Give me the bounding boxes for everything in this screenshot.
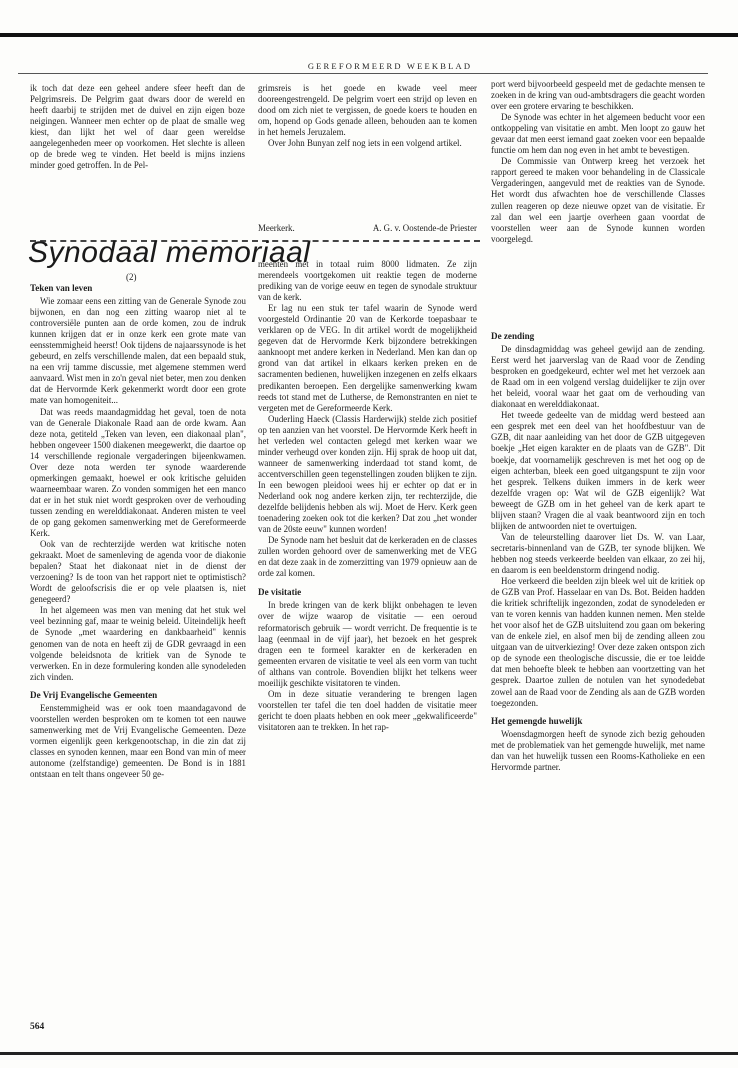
- section-heading: Het gemengde huwelijk: [491, 715, 583, 726]
- article-part-number: (2): [126, 272, 137, 282]
- paragraph: Wie zomaar eens een zitting van de Generale Synode zou bijwonen, en dan nog een zitting waarop niet al te controversiële punten aan de orde komen, zou de indruk kunnen krijgen dat er in onze kerk een grote mate van eensstemmigheid heerst! Ook tijdens de najaarssynode is het gebeurd, en zelfs verschillende malen, dat een bepaald stuk, na een vrij tamme discussie, met algemene stemmen werd aanvaard. Wist men in zo'n geval niet beter, men zou denken dat de Hervormde Kerk gekenmerkt wordt door een grote mate van homogeniteit...: [30, 296, 246, 406]
- prev-article-column-2: [258, 83, 477, 149]
- paragraph: Ouderling Haeck (Classis Harderwijk) stelde zich positief op ten aanzien van het voorstel. De Hervormde Kerk heeft in het verleden wel contacten gelegd met kerken waar we minder verheugd over konden zijn. Hij sprak de hoop uit dat, wanneer de samenwerking inderdaad tot stand komt, de accentverschillen geen tegenstellingen zouden blijken te zijn. In een bewogen pleidooi wees hij er echter op dat er in Nederland ook nog andere kerken zijn, ter rechterzijde, die dezelfde belijdenis hebben als wij. Moet de Herv. Kerk geen toenadering zoeken ook tot die kerken? Dat zou „het wonder van de 20ste eeuw" kunnen worden!: [258, 413, 477, 535]
- paragraph: Het tweede gedeelte van de middag werd besteed aan een gesprek met een deel van het hoofdbestuur van de GZB, dit naar aanleiding van het door de GZB uitgegeven boekje „Het eigen karakter en de plaats van de GZB". Dit boekje, dat voornamelijk geschreven is met het oog op de eigen achterban, bleek een goed uitgangspunt te zijn voor het gesprek. Telkens duiken immers in de kerk weer dezelfde vragen op: Wat wil de GZB eigenlijk? Wat beweegt de GZB om in het geheel van de kerk apart te blijven staan? Vragen die al vaak beantwoord zijn en toch blijken de antwoorden niet te overtuigen.: [491, 410, 705, 531]
- paragraph: Om in deze situatie verandering te brengen lagen voorstellen ter tafel die ten doel hadden de visitatie meer gericht te doen plaats hebben en ook meer „gekwalificeerde" visitatoren aan te trekken. In het rap-: [258, 688, 477, 732]
- section-heading: Teken van leven: [30, 283, 93, 293]
- signature-line: [258, 223, 477, 233]
- paragraph: Hoe verkeerd die beelden zijn bleek wel uit de kritiek op de GZB van Prof. Hasselaar en van Ds. Bot. Beiden hadden die kritiek schriftelijk ingezonden, zodat de synodeleden er van te voren kennis van hadden kunnen nemen. Men stelde het voor alsof het de GZB uitsluitend zou gaan om bekering van de enkele ziel, en alsof men bij de zending alleen zou uitgaan van de uitverkiezing! Over deze zaken ontspon zich op de synode een theologische discussie, die er toe leidde dat men behoefte bleek te hebben aan voortzetting van het gesprek. Daartoe zullen de notulen van het synodedebat zowel aan de Raad voor de Zending als aan de GZB worden toegezonden.: [491, 576, 705, 708]
- section-heading: De visitatie: [258, 587, 302, 598]
- header-rule: [18, 73, 708, 74]
- paragraph: De dinsdagmiddag was geheel gewijd aan de zending. Eerst werd het jaarverslag van de Raad voor de Zending besproken en goedgekeurd, echter wel met het verzoek aan de Raad om in een volgend verslag duidelijker te zijn over het beleid, vooral waar het gaat om de verhouding van diakonaat en werelddiakonaat.: [491, 344, 705, 410]
- paragraph: meenten met in totaal ruim 8000 lidmaten. Ze zijn merendeels voortgekomen uit reaktie tegen de moderne prediking van de vorige eeuw en tegen de synodale struktuur van de kerk.: [258, 259, 477, 303]
- paragraph: grimsreis is het goede en kwade veel meer dooreengestrengeld. De pelgrim voert een strijd op leven en dood om zich niet te vergissen, de goede koers te houden en om, hopend op Gods genade alleen, behouden aan te komen in het hemels Jeruzalem.: [258, 83, 477, 138]
- article-title: Synodaal memoriaal: [28, 236, 311, 269]
- paragraph: Ook van de rechterzijde werden wat kritische noten gekraakt. Moet de samenleving de agenda voor de diakonie bepalen? Staat het diakonaat niet in de dienst der verzoening? Is de toon van het rapport niet te optimistisch? Wordt de geloofscrisis die er op vele plaatsen is, niet genegeerd?: [30, 539, 246, 605]
- prev-article-column-1: [30, 83, 245, 171]
- section-heading: De zending: [491, 331, 535, 341]
- article-column-2: [258, 259, 477, 733]
- article-column-3-top: [491, 79, 705, 245]
- paragraph: Van de teleurstelling daarover liet Ds. W. van Laar, secretaris-binnenland van de GZB, ter synode blijken. We hebben nog steeds verkeerde beelden van elkaar, zo zei hij, en daarom is een beeldenstorm dringend nodig.: [491, 531, 705, 575]
- page-number: 564: [30, 1022, 45, 1032]
- paragraph: De Synode nam het besluit dat de kerkeraden en de classes zullen worden gehoord over de samenwerking met de VEG en dat deze zaak in de zomerzitting van 1979 opnieuw aan de orde zal komen.: [258, 535, 477, 579]
- paragraph: port werd bijvoorbeeld gespeeld met de gedachte mensen te zoeken in de kring van oud-ambtsdragers die geacht worden over een grotere ervaring te beschikken.: [491, 79, 705, 112]
- paragraph: In brede kringen van de kerk blijkt onbehagen te leven over de wijze waarop de visitatie — een oeroud reformatorisch gebruik — wordt verricht. De frequentie is te laag (eenmaal in de vijf jaar), het bezoek en het gesprek dragen een te formeel karakter en de kerkeraden en gemeenten ervaren de visitatie te veel als een vorm van tucht of althans van controle. Bovendien blijkt het telkens weer moeilijk geschikte visitatoren te vinden.: [258, 600, 477, 688]
- bottom-rule: [0, 1052, 738, 1055]
- top-rule: [0, 33, 738, 37]
- paragraph: Er lag nu een stuk ter tafel waarin de Synode werd voorgesteld Ordinantie 20 van de Kerkorde toepasbaar te verklaren op de VEG. In dit artikel wordt de mogelijkheid gegeven dat de Hervormde Kerk bijzondere betrekkingen aanknoopt met andere kerken in Nederland. Men kan dan op grond van dat artikel in elkaars kerken preken en de sacramenten bedienen, huwelijken inzegenen en zelfs elkaars predikanten beroepen. Een dergelijke samenwerking kwam reeds tot stand met de Lutherse, de Remonstranten en niet te vergeten met de Gereformeerde Kerk.: [258, 303, 477, 413]
- section-heading: De Vrij Evangelische Gemeenten: [30, 689, 158, 700]
- paragraph: In het algemeen was men van mening dat het stuk wel veel bezinning gaf, maar te weinig beleid. Uiteindelijk heeft de Synode „met waardering en dankbaarheid" kennis genomen van de nota en heeft zij de GDR gevraagd in een volgende beleidsnota de kritiek van de Synode te verwerken. En in deze formulering konden alle synodeleden zich vinden.: [30, 605, 246, 682]
- paragraph: Woensdagmorgen heeft de synode zich bezig gehouden met de problematiek van het gemengde huwelijk, met name dan van het huwelijk tussen een Rooms-Katholieke en een Hervormde partner.: [491, 728, 705, 772]
- paragraph: De Synode was echter in het algemeen beducht voor een ontkoppeling van visitatie en ambt. Men loopt zo gauw het gevaar dat men eerst iemand gaat zoeken voor een bepaalde functie om hem dan nog even in het ambt te bevestigen.: [491, 112, 705, 156]
- paragraph: Dat was reeds maandagmiddag het geval, toen de nota van de Generale Diakonale Raad aan de orde kwam. Aan deze nota, getiteld „Teken van leven, een diakonaal plan", hebben ongeveer 1500 diakenen meegewerkt, die daartoe op 14 verschillende regionale vergaderingen bijeenkwamen. Over deze nota werden ter synode waarderende opmerkingen gemaakt, hoewel er ook kritische geluiden waarneembaar waren. Zo vonden sommigen het een manco dat er in het stuk niet wordt gesproken over de verhouding tussen zending en werelddiakonaat. Anderen misten te veel de op gang gekomen samenwerking met de Gereformeerde Kerk.: [30, 406, 246, 539]
- signature-place: Meerkerk.: [258, 223, 295, 233]
- paragraph: ik toch dat deze een geheel andere sfeer heeft dan de Pelgrimsreis. De Pelgrim gaat dwars door de wereld en heeft daarbij te strijden met de duivel en zijn eigen boze neigingen. Wanneer men echter op de plaat de smalle weg kiest, dan lijkt het wel of daar geen wereldse aangelegenheden meer op voorkomen. Het slechte is alleen op de brede weg te vinden. Het beeld is mijns inziens minder goed getroffen. In de Pel-: [30, 83, 245, 171]
- paragraph: Eenstemmigheid was er ook toen maandagavond de voorstellen werden besproken om te komen tot een nauwe samenwerking met de Vrij Evangelische Gemeenten. Deze vormen eigenlijk geen kerkgenootschap, in die zin dat zij classes en synoden kennen, maar een Bond van min of meer autonome (zelfstandige) gemeenten. De Bond is in 1881 ontstaan en telt thans ongeveer 50 ge-: [30, 702, 246, 780]
- running-header: GEREFORMEERD WEEKBLAD: [307, 61, 473, 71]
- article-column-1: [30, 283, 246, 780]
- paragraph: De Commissie van Ontwerp kreeg het verzoek het rapport gereed te maken voor behandeling in de Classicale Vergaderingen, aangevuld met de reakties van de Synode. Het wordt dus afwachten hoe de verschillende Classes zullen reageren op deze nieuwe opzet van de visitatie. Er zal dan wel een jaartje overheen gaan voordat de voorstellen weer aan de Synode kunnen worden voorgelegd.: [491, 156, 705, 244]
- paragraph: Over John Bunyan zelf nog iets in een volgend artikel.: [268, 138, 462, 149]
- signature-name: A. G. v. Oostende-de Priester: [372, 223, 477, 233]
- article-column-3: [491, 331, 705, 773]
